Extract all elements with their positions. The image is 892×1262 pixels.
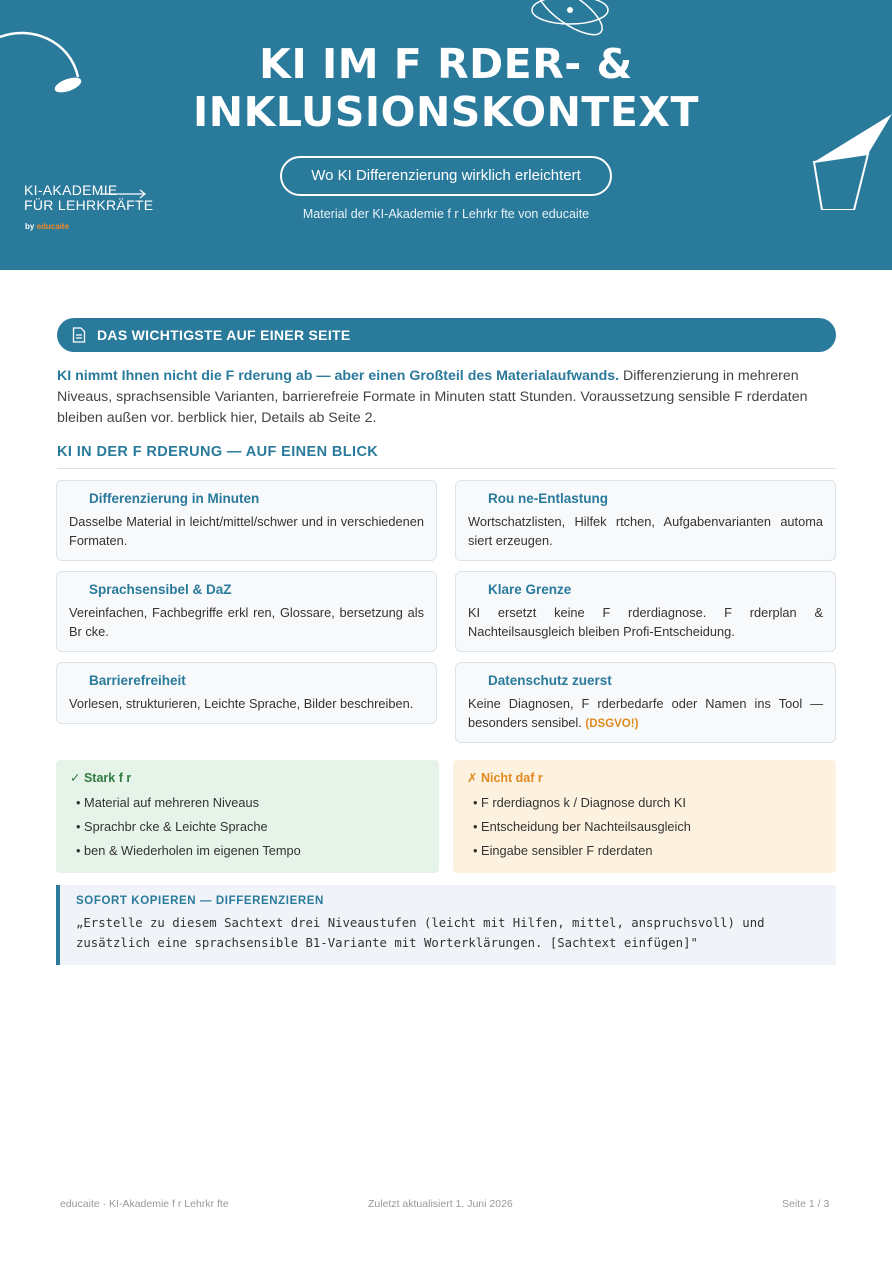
list-item: • ben & Wiederholen im eigenen Tempo bbox=[70, 839, 425, 863]
copy-prompt-box[interactable] bbox=[56, 885, 836, 965]
list-item: • Entscheidung ber Nachteilsausgleich bbox=[467, 815, 822, 839]
section-heading-overview: KI IN DER F RDERUNG — AUF EINEN BLICK bbox=[57, 444, 836, 469]
list-item: • Sprachbr cke & Leichte Sprache bbox=[70, 815, 425, 839]
subtitle-pill: Wo KI Differenzierung wirklich erleichtert bbox=[280, 156, 612, 196]
prompt-label: SOFORT KOPIEREN — DIFFERENZIEREN bbox=[76, 895, 324, 907]
intro-paragraph: KI nimmt Ihnen nicht die F rderung ab — aber einen Großteil des Materialaufwands. Differenzierung in mehreren Niveaus, sprachsensible Varianten, barrierefreie Formate in Minuten statt Stunden. Voraussetzung sensible F rderdaten bleiben außen vor. berblick hier, Details ab Seite 2. bbox=[57, 368, 808, 426]
card-klare-grenze: Klare Grenze KI ersetzt keine F rderdiagnose. F rderplan & Nachteilsausgleich bleiben Profi-Entscheidung. bbox=[455, 571, 836, 652]
document-icon bbox=[72, 327, 86, 343]
card-routine: Rou ne-Entlastung Wortschatzlisten, Hilfek rtchen, Aufgabenvarianten automa siert erzeugen. bbox=[455, 480, 836, 561]
hero-banner bbox=[0, 0, 892, 270]
list-item: • F rderdiagnos k / Diagnose durch KI bbox=[467, 791, 822, 815]
page-number: Seite 1 / 3 bbox=[782, 1198, 830, 1210]
atom-icon bbox=[525, 0, 615, 40]
footer-left: educaite · KI-Akademie f r Lehrkr fte bbox=[60, 1198, 229, 1210]
limitations-box: ✗ Nicht daf r • F rderdiagnos k / Diagnose durch KI • Entscheidung ber Nachteilsausgleich • Eingabe sensibler F rderdaten bbox=[453, 760, 836, 873]
card-datenschutz: Datenschutz zuerst Keine Diagnosen, F rderbedarfe oder Namen ins Tool — besonders sensibel. (DSGVO!) bbox=[455, 662, 836, 743]
card-sprachsensibel: Sprachsensibel & DaZ Vereinfachen, Fachbegriffe erkl ren, Glossare, bersetzung als Br cke. bbox=[56, 571, 437, 652]
list-item: • Eingabe sensibler F rderdaten bbox=[467, 839, 822, 863]
brand-logo: KI-AKADEMIE FÜR LEHRKRÄFTE bbox=[24, 182, 154, 213]
section-heading-summary: DAS WICHTIGSTE AUF EINER SEITE bbox=[57, 318, 836, 352]
hero-subtitle: Material der KI-Akademie f r Lehrkr fte von educaite bbox=[302, 207, 590, 221]
footer-date: Zuletzt aktualisiert 1. Juni 2026 bbox=[368, 1198, 513, 1210]
card-barrierefreiheit: Barrierefreiheit Vorlesen, strukturieren, Leichte Sprache, Bilder beschreiben. bbox=[56, 662, 437, 724]
prompt-text[interactable]: „Erstelle zu diesem Sachtext drei Niveaustufen (leicht mit Hilfen, mittel, anspruchsvoll) und zusätzlich eine sprachsensible B1-Variante mit Worterklärungen. [Sachtext einfügen]" bbox=[76, 916, 765, 950]
card-differenzierung: Differenzierung in Minuten Dasselbe Material in leicht/mittel/schwer und in verschiedenen Formaten. bbox=[56, 480, 437, 561]
brand-by: by educaite bbox=[25, 222, 70, 231]
arrow-icon bbox=[100, 189, 148, 199]
page-title: KI IM F RDER- & INKLUSIONSKONTEXT bbox=[193, 40, 699, 136]
dsgvo-tag: (DSGVO!) bbox=[585, 718, 639, 730]
list-item: • Material auf mehreren Niveaus bbox=[70, 791, 425, 815]
strengths-box: ✓ Stark f r • Material auf mehreren Niveaus • Sprachbr cke & Leichte Sprache • ben & Wiederholen im eigenen Tempo bbox=[56, 760, 439, 873]
